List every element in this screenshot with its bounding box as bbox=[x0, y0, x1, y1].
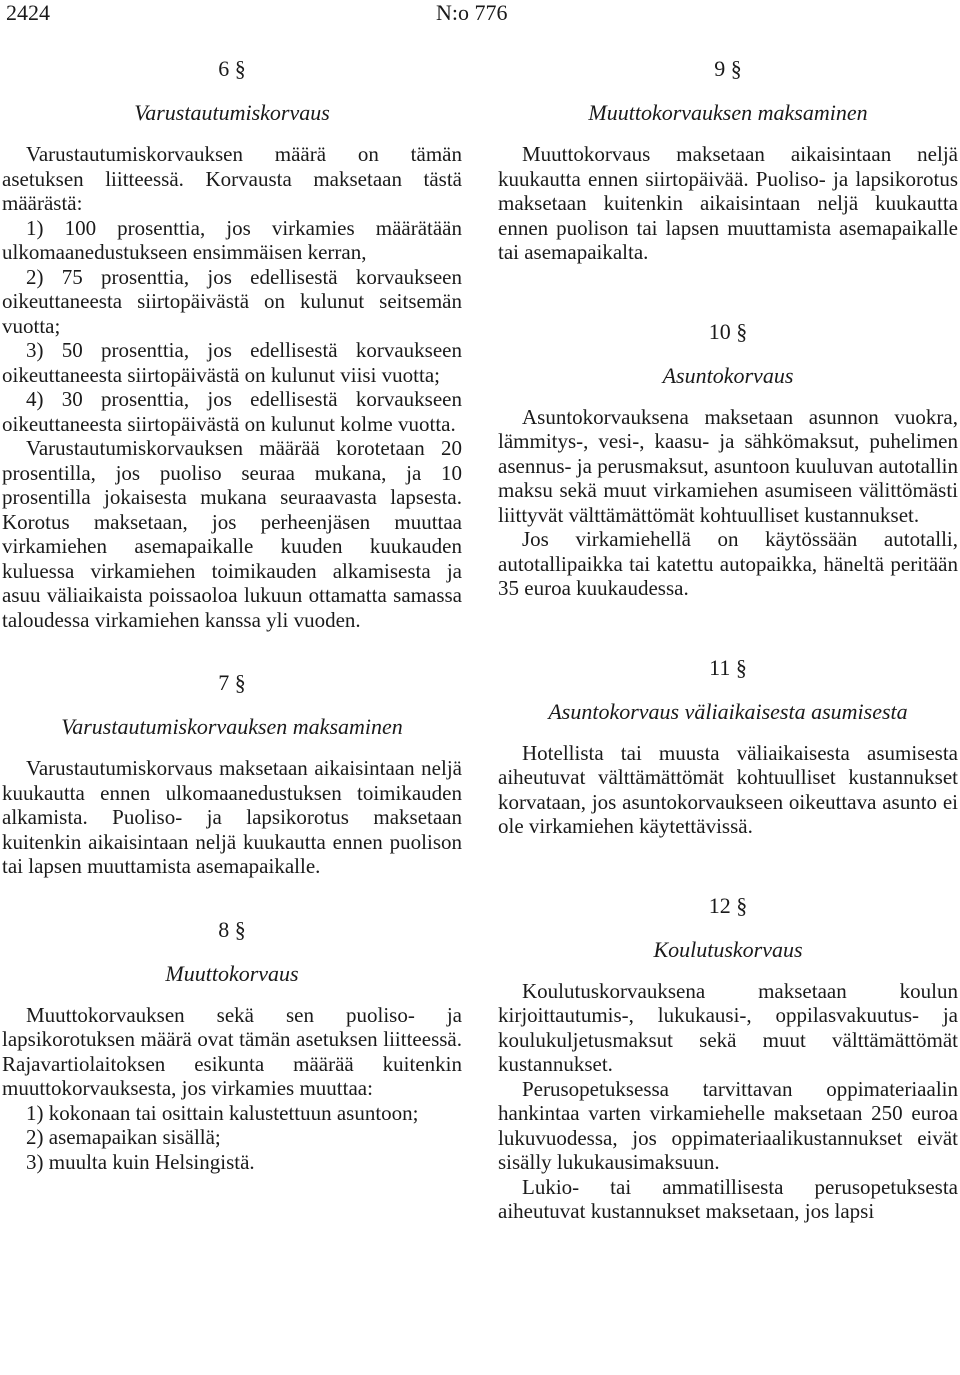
section-title: Muuttokorvauksen maksaminen bbox=[588, 100, 868, 125]
paragraph: Varustautumiskorvauksen määrää korotetaan 20 prosentilla, jos puoliso seuraa mukana, ja 10 prosentilla jokaisesta mukana seuraavasta lapsesta. Korotus maksetaan, jos perheenjäsen muuttaa virkamiehen asemapaikalle kuuden kuukauden kuluessa virkamiehen toimikauden alkamisesta ja asuu väliaikaista poissaoloa lukuun ottamatta samassa taloudessa virkamiehen kanssa yli vuoden. bbox=[2, 436, 462, 632]
paragraph: Hotellista tai muusta väliaikaisesta asumisesta aiheutuvat välttämättömät kohtuulliset kustannukset korvataan, jos asuntokorvaukseen oikeuttava asunto ei ole virkamiehen käytettävissä. bbox=[498, 740, 958, 838]
section-title: Koulutuskorvaus bbox=[653, 936, 803, 962]
section-8 bbox=[2, 917, 462, 1175]
section-heading: 12 § bbox=[708, 892, 748, 918]
list-item: 1) kokonaan tai osittain kalustettuun asuntoon; bbox=[26, 1100, 419, 1125]
section-11 bbox=[498, 655, 958, 839]
section-12 bbox=[498, 893, 958, 1224]
section-gap bbox=[498, 601, 958, 655]
page-header bbox=[0, 0, 960, 30]
section-title: Asuntokorvaus bbox=[662, 362, 794, 388]
list-item: 4) 30 prosenttia, jos edellisestä korvaukseen oikeuttaneesta siirtopäivästä on kulunut kolme vuotta. bbox=[2, 387, 462, 436]
section-heading: 9 § bbox=[714, 56, 742, 81]
section-gap bbox=[498, 265, 958, 319]
left-column bbox=[2, 56, 462, 1174]
list-item: 3) muulta kuin Helsingistä. bbox=[26, 1149, 255, 1174]
paragraph: Muuttokorvaus maksetaan aikaisintaan neljä kuukautta ennen siirtopäivää. Puoliso- ja lapsikorotus maksetaan kuitenkin aikaisintaan neljä kuukautta ennen puolison tai lapsen muuttamista asemapaikalle tai asemapaikalta. bbox=[498, 142, 958, 264]
journal-number: N:o 776 bbox=[436, 0, 508, 25]
section-title: Varustautumiskorvaus bbox=[134, 100, 330, 125]
section-title: Muuttokorvaus bbox=[165, 960, 299, 986]
list-item: 3) 50 prosenttia, jos edellisestä korvaukseen oikeuttaneesta siirtopäivästä on kulunut viisi vuotta; bbox=[2, 338, 462, 387]
list-item: 2) asemapaikan sisällä; bbox=[26, 1125, 221, 1149]
section-gap bbox=[2, 632, 462, 670]
section-heading: 6 § bbox=[218, 56, 246, 81]
section-title: Asuntokorvaus väliaikaisesta asumisesta bbox=[548, 698, 908, 724]
paragraph: Asuntokorvauksena maksetaan asunnon vuokra, lämmitys-, vesi-, kaasu- ja sähkömaksut, puhelimen asennus- ja perusmaksut, asuntoon kuuluvan autotallin maksu sekä muut virkamiehen asumiseen välittömästi liittyvät välttämättömät kohtuulliset kustannukset. bbox=[498, 404, 958, 527]
section-9 bbox=[498, 56, 958, 265]
section-6 bbox=[2, 56, 462, 632]
section-gap bbox=[498, 839, 958, 893]
right-column bbox=[498, 56, 958, 1224]
section-heading: 8 § bbox=[218, 916, 246, 942]
list-item: 1) 100 prosenttia, jos virkamies määrätään ulkomaanedustukseen ensimmäisen kerran, bbox=[2, 215, 462, 264]
section-gap bbox=[2, 879, 462, 917]
section-title: Varustautumiskorvauksen maksaminen bbox=[61, 714, 403, 739]
paragraph: Jos virkamiehellä on käytössään autotalli, autotallipaikka tai katettu autopaikka, häneltä peritään 35 euroa kuukaudessa. bbox=[498, 527, 958, 600]
section-7 bbox=[2, 670, 462, 879]
list-item: 2) 75 prosenttia, jos edellisestä korvaukseen oikeuttaneesta siirtopäivästä on kulunut seitsemän vuotta; bbox=[2, 264, 462, 338]
page-number: 2424 bbox=[6, 0, 50, 25]
section-heading: 10 § bbox=[708, 318, 748, 344]
paragraph: Varustautumiskorvauksen määrä on tämän asetuksen liitteessä. Korvausta maksetaan tästä määrästä: bbox=[2, 142, 462, 215]
section-heading: 11 § bbox=[709, 654, 747, 680]
paragraph: Lukio- tai ammatillisesta perusopetuksesta aiheutuvat kustannukset maksetaan, jos lapsi bbox=[498, 1174, 958, 1223]
section-10 bbox=[498, 319, 958, 601]
section-heading: 7 § bbox=[218, 670, 246, 695]
paragraph: Koulutuskorvauksena maksetaan koulun kirjoittautumis-, lukukausi-, oppilasvakuutus- ja koulukuljetusmaksut sekä muut välttämättömät kustannukset. bbox=[498, 978, 958, 1076]
paragraph: Perusopetuksessa tarvittavan oppimateriaalin hankintaa varten virkamiehelle maksetaan 250 euroa lukuvuodessa, jos oppimateriaalikustannukset eivät sisälly lukukausimaksuun. bbox=[498, 1076, 958, 1174]
paragraph: Muuttokorvauksen sekä sen puoliso- ja lapsikorotuksen määrä ovat tämän asetuksen liitteessä. Rajavartiolaitoksen esikunta määrää kuitenkin muuttokorvauksesta, jos virkamies muuttaa: bbox=[2, 1002, 462, 1100]
paragraph: Varustautumiskorvaus maksetaan aikaisintaan neljä kuukautta ennen ulkomaanedustuksen toimikauden alkamista. Puoliso- ja lapsikorotus maksetaan kuitenkin aikaisintaan neljä kuukautta ennen puolison tai lapsen muuttamista asemapaikalle. bbox=[2, 756, 462, 878]
